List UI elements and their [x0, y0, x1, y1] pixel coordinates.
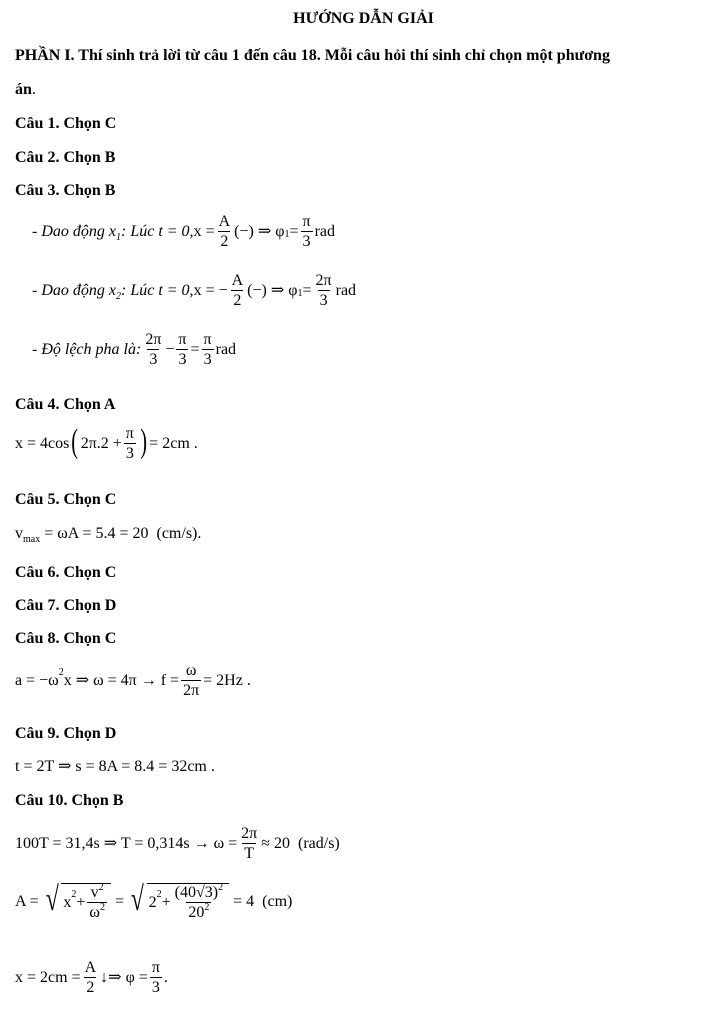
q3-phase-label: - Độ lệch pha là: [32, 340, 142, 358]
answer-q4: Câu 4. Chọn A [15, 396, 116, 413]
q3-x1-formula: x = $\frac{A}{2}$ (−) ⇒ φ 1 = $\frac{\pi}{3}$ rad [193, 213, 336, 250]
q3-phase-formula: $\frac{2\pi}{3}$ − $\frac{\pi}{3}$ = $\frac{\pi}{3}$ rad [145, 331, 237, 368]
answer-q1: Câu 1. Chọn C [15, 115, 117, 132]
part1-heading-cont [15, 80, 36, 100]
q10-amplitude-formula: A = √ x 2 + $\frac{v^2}{\omega^2}$ = √ 2 2 + $\frac{(40√3)^2}{20^2}$ = 4 (cm) [15, 881, 293, 921]
part1-heading: PHẦN I. Thí sinh trả lời từ câu 1 đến câu 18. Mỗi câu hỏi thí sinh chỉ chọn một phương [15, 47, 610, 64]
q3-x1-label: - Dao động $x_1$: Lúc t = 0, [32, 222, 194, 243]
answer-q2: Câu 2. Chọn B [15, 149, 116, 166]
answer-q10: Câu 10. Chọn B [15, 792, 124, 809]
q4-formula: x = 4cos ( 2π.2 + $\frac{\pi}{3}$ ) = 2cm . [15, 422, 198, 462]
answer-q5: Câu 5. Chọn C [15, 491, 117, 508]
q8-formula: a = −ω 2 x ⇒ ω = 4π → f = $\frac{\omega}{2\pi}$ = 2Hz . [15, 662, 251, 699]
q3-x2-formula: x = − $\frac{A}{2}$ (−) ⇒ φ 1 = $\frac{2\pi}{3}$ rad [193, 272, 357, 309]
answer-q7: Câu 7. Chọn D [15, 597, 117, 614]
part1-period: . [31, 81, 36, 98]
q3-x2-line [32, 272, 356, 309]
q9-formula: t = 2T ⇒ s = 8A = 8.4 = 32cm . [15, 758, 215, 775]
part1-heading-end: án [15, 81, 32, 98]
answer-q6: Câu 6. Chọn C [15, 564, 117, 581]
answer-q9: Câu 9. Chọn D [15, 725, 117, 742]
q10-period-formula: 100T = 31,4s ⇒ T = 0,314s → ω = $\frac{2\pi}{T}$ ≈ 20 (rad/s) [15, 825, 340, 862]
page-title: HƯỚNG DẪN GIẢI [293, 10, 434, 27]
q3-x2-label: - Dao động $x_2$: Lúc t = 0, [32, 281, 194, 302]
answer-q3: Câu 3. Chọn B [15, 182, 116, 199]
q3-phase-line [32, 331, 236, 368]
q5-formula: $v_{max} = \omega A = 5.4 = 20$ (cm/s). [15, 525, 202, 545]
answer-q8: Câu 8. Chọn C [15, 630, 117, 647]
q3-x1-line [32, 213, 335, 250]
q10-phase-formula: x = 2cm = $\frac{A}{2}$ ↓⇒ φ = $\frac{\pi}{3}$ . [15, 959, 168, 996]
